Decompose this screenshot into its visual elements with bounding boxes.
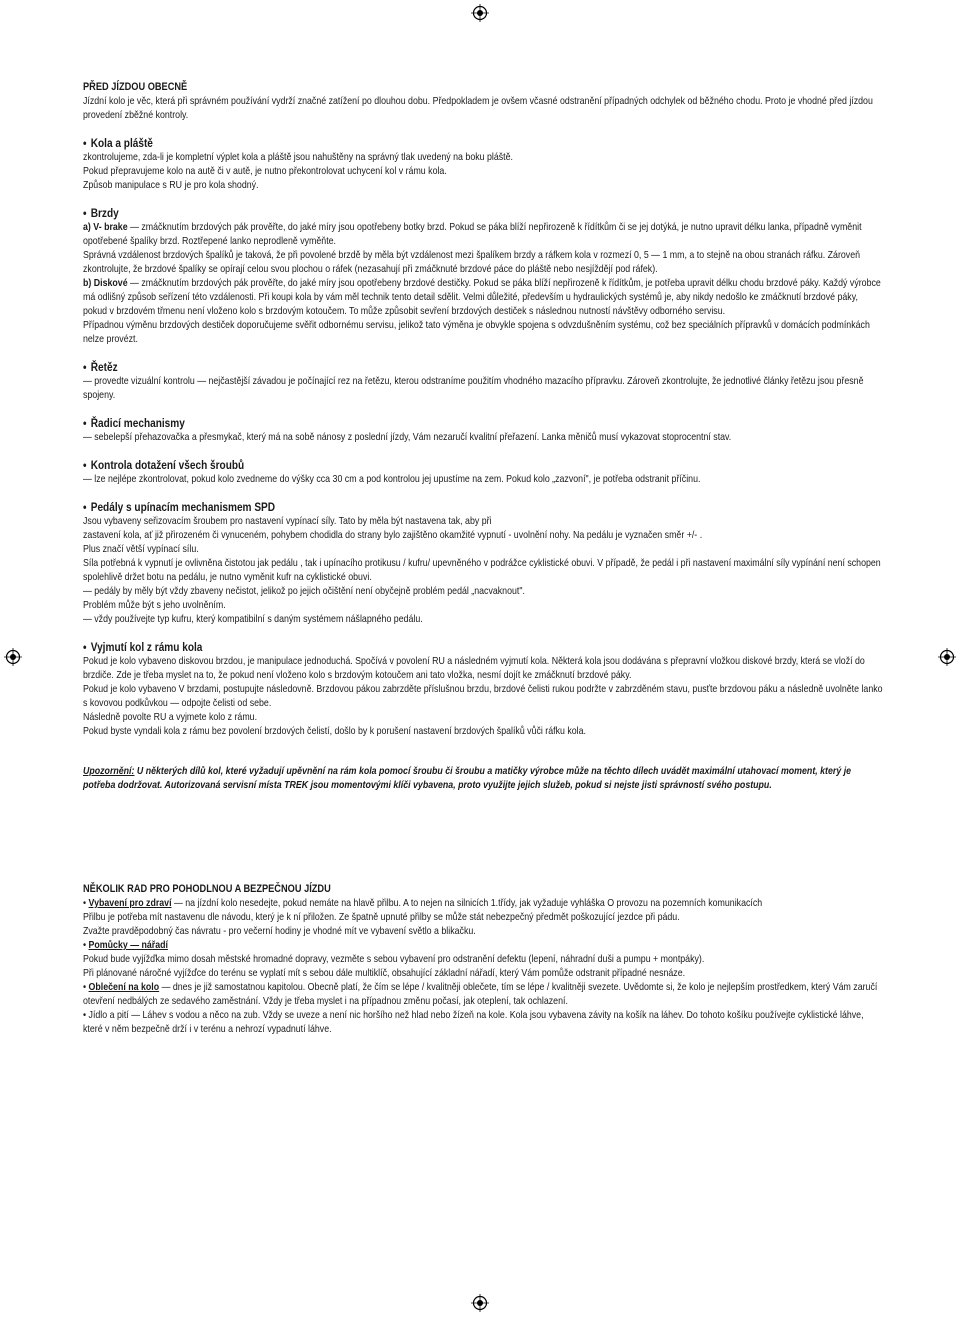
brakes-vbrake-paragraph	[83, 220, 883, 248]
pedals-line-7: — vždy používejte typ kufru, který kompatibilní s daným systémem nášlapného pedálu.	[83, 613, 423, 625]
heading-wheels-tyres: • Kola a pláště	[83, 136, 883, 150]
crosshair-icon	[938, 648, 956, 666]
clothing-label: Oblečení na kolo	[88, 981, 160, 993]
heading-shifters: • Řadicí mechanismy	[83, 416, 883, 430]
removal-line-3: Následně povolte RU a vyjmete kolo z rámu.	[83, 711, 258, 723]
disc-text: — zmáčknutím brzdových pák prověřte, do jaké míry jsou opotřebeny brzdové destičky. Pokud se páka blíží nepřirozeně k řídítkům, je potřeba upravit délku chodu brzdové páky. Každý výrobce má odlišný způsob seřízení této vzdálenosti. Při koupi kola by vám měl technik tento detail sdělit. Velmi důležité, především u hydraulických systémů je, aby nikdy nedošlo ke zmáčknutí brzdové páky, pokud v brzdovém třmenu není vloženo kolo s brzdovým kotoučem. To může způsobit sevření brzdových destiček s následnou nutností návštěvy odborného servisu.	[83, 277, 881, 317]
tips-tools-heading: • Pomůcky — nářadí	[83, 939, 168, 951]
tips-return-time: Zvažte pravděpodobný čas návratu - pro večerní hodiny je vhodné mít ve vybavení světlo a blikačku.	[83, 925, 476, 937]
wheels-line-1: zkontrolujeme, zda-li je kompletní výplet kola a pláště jsou nahuštěny na správný tlak uvedený na boku pláště.	[83, 151, 513, 163]
warning-paragraph	[83, 764, 883, 792]
warning-text: U některých dílů kol, které vyžadují upěvnění na rám kola pomocí šroubu či šroubu a matičky výrobce může na těchto dílech uvádět maximální utahovací moment, který je potřeba dodržovat. Autorizovaná servisní místa TREK jsou momentovými klíči vybavena, proto využijte jejich služeb, pokud si nejste jisti správností svého postupu.	[83, 765, 852, 791]
vbrake-label: a) V- brake	[83, 221, 128, 233]
heading-chain: • Řetěz	[83, 360, 883, 374]
tips-health-paragraph: • Vybavení pro zdraví — na jízdní kolo nesedejte, pokud nemáte na hlavě přilbu. A to nejen na silnicích 1.třídy, jak vyžaduje vyhláška O provozu na pozemních komunikacích	[83, 897, 763, 909]
tips-tools-1: Pokud bude vyjížďka mimo dosah městské hromadné dopravy, vezměte s sebou vybavení pro odstranění defektu (lepení, náhradní duši a pumpu + montpáky).	[83, 953, 705, 965]
clothing-text: — dnes je již samostatnou kapitolou. Obecně platí, že čím se lépe / kvalitněji oblečete, tím se lépe / kvalitněji svezete. Uvědomte si, že kolo je nejlepším prostředkem, který Vám zaručí otevření nedbálých ze sedavého zaměstnání. Vždy je třeba myslet i na případnou změnu počasí, jak oteplení, tak ochlazení.	[83, 981, 878, 1007]
tips-clothing-paragraph: • Oblečení na kolo — dnes je již samostatnou kapitolou. Obecně platí, že čím se lépe / kvalitněji oblečete, tím se lépe / kvalitněji svezete. Uvědomte si, že kolo je nejlepším prostředkem, který Vám zaručí otevření nedbálých ze sedavého zaměstnání. Vždy je třeba myslet i na případnou změnu počasí, jak oteplení, tak ochlazení.	[83, 981, 878, 1007]
heading-wheel-removal: • Vyjmutí kol z rámu kola	[83, 640, 883, 654]
heading-brakes: • Brzdy	[83, 206, 883, 220]
registration-mark-left	[4, 648, 22, 666]
crosshair-icon	[471, 1294, 489, 1312]
brakes-vbrake-distance: Správná vzdálenost brzdových špalíků je taková, že při povolené brzdě by měla být vzdálenost mezi špalíkem brzdy a ráfkem kola v rozmezí 0, 5 — 1 mm, a to stejně na obou stranách ráfku. Zároveň zkontrolujte, že brzdové špalíky se opírají celou svou plochou o ráfek (nezasahují při zmáčknuté brzdové páce do pláště nebo nesjíždějí pod ráfek).	[83, 249, 861, 275]
heading-bolts: • Kontrola dotažení všech šroubů	[83, 458, 883, 472]
pedals-line-6: Problém může být s jeho uvolněním.	[83, 599, 226, 611]
tips-tools-2: Při plánované náročné vyjížďce do terénu se vyplatí mít s sebou dále multiklíč, obsahující základní nářadí, který Vám pomůže odstranit případné nesnáze.	[83, 967, 686, 979]
chain-text: — provedte vizuální kontrolu — nejčastější závadou je počínající rez na řetězu, kterou odstraníme použitím vhodného mazacího přípravku. Zároveň zkontrolujte, že jednotlivé články řetězu jsou přesně spojeny.	[83, 375, 864, 401]
registration-mark-bottom	[471, 1294, 489, 1312]
registration-mark-top	[471, 4, 489, 22]
food-text: Jídlo a pití — Láhev s vodou a něco na zub. Vždy se uveze a není nic horšího než hlad nebo žízeň na kole. Kola jsou vybavena závity na košík na láhev. Do tohoto košíku používejte cyklistické láhve, které v něm bezpečně drží i v terénu a nehrozí vypadnutí láhve.	[83, 1009, 864, 1035]
pedals-line-5: — pedály by měly být vždy zbaveny nečistot, jelikož po jejich očištění není obyčejně problém pedál „nacvaknout".	[83, 585, 525, 597]
document-body	[83, 80, 883, 1036]
warning-label: Upozornění:	[83, 765, 135, 777]
brakes-disc-paragraph	[83, 276, 883, 318]
vbrake-text: — zmáčknutím brzdových pák prověřte, do jaké míry jsou opotřebeny botky brzd. Pokud se páka blíží nepřirozeně k řídítkům či se jej dotýká, je nutno upravit délku lanka, případně vyměnit opotřebené špalíky brzd. Roztřepené lanko neprodleně vyměňte.	[83, 221, 862, 247]
heading-spd-pedals: • Pedály s upínacím mechanismem SPD	[83, 500, 883, 514]
health-text: — na jízdní kolo nesedejte, pokud nemáte na hlavě přilbu. A to nejen na silnicích 1.třídy, jak vyžaduje vyhláška O provozu na pozemních komunikacích	[171, 897, 763, 909]
health-label: Vybavení pro zdraví	[88, 897, 172, 909]
pedals-line-4: Síla potřebná k vypnutí je ovlivněna čistotou jak pedálu , tak i upínacího protikusu / kufru/ upevněného v podrážce cyklistické obuvi. V případě, že pedál i při nastavení maximální síly vypínání není schopen spolehlivě držet botu na pedálu, je nutno vyměnit kufr na cyklistické obuvi.	[83, 557, 881, 583]
pedals-line-3: Plus značí větší vypínací sílu.	[83, 543, 199, 555]
section-heading-before-ride: PŘED JÍZDOU OBECNĚ	[83, 81, 188, 93]
registration-mark-right	[938, 648, 956, 666]
pedals-line-1: Jsou vybaveny seřizovacím šroubem pro nastavení vypínací síly. Tato by měla být nastavena tak, aby při	[83, 515, 492, 527]
shifters-text: — sebelepší přehazovačka a přesmykač, který má na sobě nánosy z poslední jízdy, Vám nezaručí kvalitní přeřazení. Lanka měničů musí vykazovat stoprocentní stav.	[83, 431, 732, 443]
tips-helmet: Přilbu je potřeba mít nastavenu dle návodu, který je k ní přiložen. Ze špatně upnuté přilby se může stát nebezpečný předmět poškozující jezdce při pádu.	[83, 911, 680, 923]
page	[83, 80, 883, 1036]
crosshair-icon	[4, 648, 22, 666]
bolts-text: — lze nejlépe zkontrolovat, pokud kolo zvedneme do výšky cca 30 cm a pod kontrolou jej upustíme na zem. Pokud kolo „zazvoní", je potřeba odstranit příčinu.	[83, 473, 701, 485]
pedals-line-2: zastavení kola, ať již přirozeném či vynuceném, pohybem chodidla do strany bylo zajištěno okamžité vypnutí - uvolnění nohy. Na pedálu je vyznačen směr +/- .	[83, 529, 703, 541]
disc-label: b) Diskové	[83, 277, 128, 289]
intro-paragraph: Jízdní kolo je věc, která při správném používání vydrží značné zatížení po dlouhou dobu. Předpokladem je ovšem včasné odstranění případných odchylek od běžného chodu. Proto je vhodné před jízdou provedení zběžné kontroly.	[83, 95, 873, 121]
removal-line-4: Pokud byste vyndali kola z rámu bez povolení brzdových čelistí, došlo by k porušení nastavení brzdových špalíků vůči ráfku kola.	[83, 725, 587, 737]
removal-line-2: Pokud je kolo vybaveno V brzdami, postupujte následovně. Brzdovou pákou zabrzděte příslušnou brzdu, brzdové čelisti rukou podržte v zabrzděném stavu, pusťte brzdovou páku a následně uvolněte lanko s kovovou podkůvkou — odpojte čelisti od sebe.	[83, 683, 883, 709]
tips-food-paragraph: • Jídlo a pití — Láhev s vodou a něco na zub. Vždy se uveze a není nic horšího než hlad nebo žízeň na kole. Kola jsou vybavena závity na košík na láhev. Do tohoto košíku používejte cyklistické láhve, které v něm bezpečně drží i v terénu a nehrozí vypadnutí láhve.	[83, 1009, 864, 1035]
brakes-disc-pads: Případnou výměnu brzdových destiček doporučujeme svěřit odbornému servisu, jelikož tato výměna je obvykle spojena s odvzdušněním systému, což bez speciálních přípravků v domácích podmínkách nelze provézt.	[83, 319, 870, 345]
section-heading-tips: NĚKOLIK RAD PRO POHODLNOU A BEZPEČNOU JÍZDU	[83, 883, 331, 895]
wheels-line-3: Způsob manipulace s RU je pro kola shodný.	[83, 179, 259, 191]
removal-line-1: Pokud je kolo vybaveno diskovou brzdou, je manipulace jednoduchá. Spočívá v povolení RU a následném vyjmutí kola. Některá kola jsou dodávána s přepravní vložkou diskové brzdy, která se vloží do brzdiče. Zde je třeba myslet na to, že pokud není vloženo kolo s brzdovým kotoučem ani tato vložka, nesmí dojít ke zmáčknutí brzdové páky.	[83, 655, 865, 681]
crosshair-icon	[471, 4, 489, 22]
wheels-line-2: Pokud přepravujeme kolo na autě či v autě, je nutno překontrolovat uchycení kol v rámu kola.	[83, 165, 447, 177]
tools-label: Pomůcky — nářadí	[88, 939, 168, 951]
